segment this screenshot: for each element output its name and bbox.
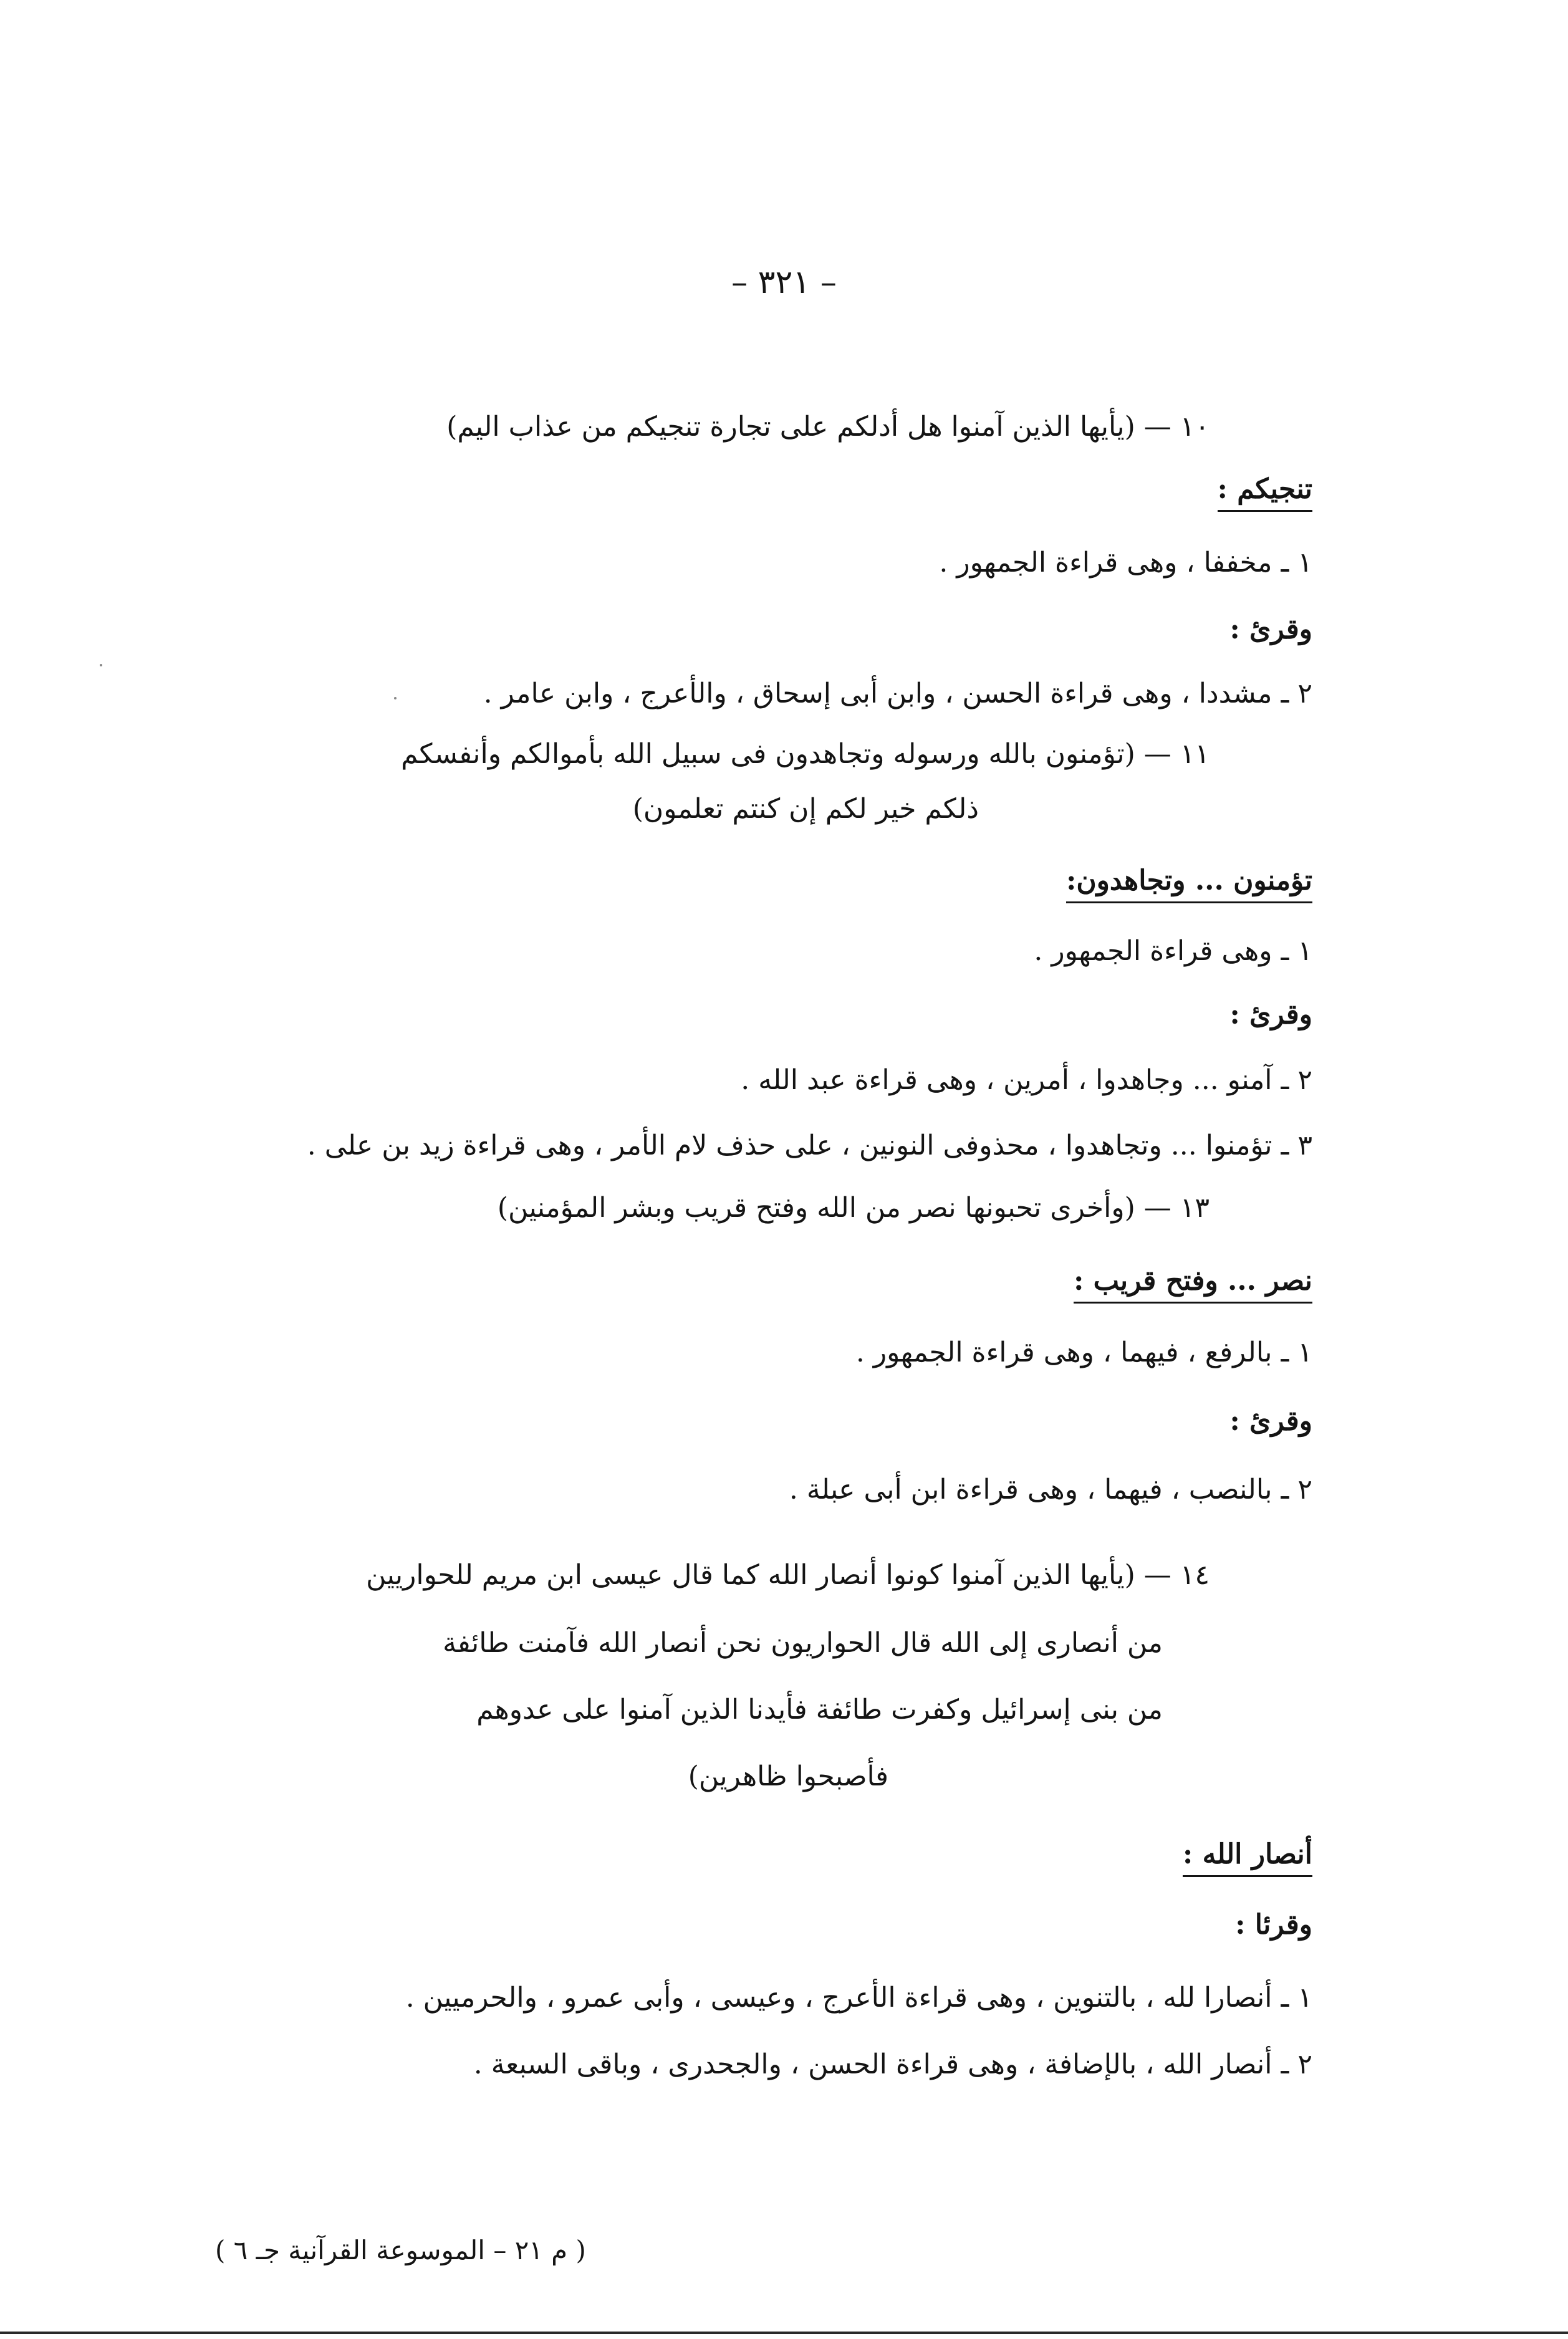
heading-tuminun: تؤمنون ... وتجاهدون: (1066, 865, 1312, 903)
qurie-label-1: وقرئ : (1229, 613, 1312, 645)
verse-10: ١٠ — (يأيها الذين آمنوا هل أدلكم على تجارة تنجيكم من عذاب اليم) (446, 411, 1210, 443)
reading-4b: ٢ ـ أنصار الله ، بالإضافة ، وهى قراءة الحسن ، والجحدرى ، وباقى السبعة . (473, 2048, 1312, 2080)
scan-bottom-edge (0, 2332, 1568, 2334)
verse-11-line-2: ذلكم خير لكم إن كنتم تعلمون) (632, 793, 979, 825)
verse-14-line-1: ١٤ — (يأيها الذين آمنوا كونوا أنصار الله كما قال عيسى ابن مريم للحواريين (366, 1559, 1210, 1591)
reading-2a: ١ ـ وهى قراءة الجمهور . (1034, 935, 1312, 967)
verse-14-line-2: من أنصارى إلى الله قال الحواريون نحن أنصار الله فآمنت طائفة (443, 1627, 1163, 1659)
reading-2c: ٣ ـ تؤمنوا ... وتجاهدوا ، محذوفى النونين ، على حذف لام الأمر ، وهى قراءة زيد بن على . (307, 1130, 1312, 1161)
heading-ansar: أنصار الله : (1183, 1838, 1312, 1877)
reading-3b: ٢ ـ بالنصب ، فيهما ، وهى قراءة ابن أبى عبلة . (789, 1474, 1312, 1506)
scan-speck (100, 664, 102, 666)
reading-1a: ١ ـ مخففا ، وهى قراءة الجمهور . (939, 547, 1312, 579)
qurie-label-4: وقرئا : (1235, 1909, 1312, 1941)
footer-citation: ( م ٢١ – الموسوعة القرآنية جـ ٦ ) (215, 2235, 586, 2265)
verse-14-line-3: من بنى إسرائيل وكفرت طائفة فأيدنا الذين آمنوا على عدوهم (476, 1694, 1163, 1726)
scan-speck (394, 697, 397, 699)
reading-1b: ٢ ـ مشددا ، وهى قراءة الحسن ، وابن أبى إسحاق ، والأعرج ، وابن عامر . (483, 678, 1312, 709)
heading-nasr: نصر ... وفتح قريب : (1074, 1265, 1312, 1304)
verse-13: ١٣ — (وأخرى تحبونها نصر من الله وفتح قريب وبشر المؤمنين) (497, 1192, 1210, 1224)
qurie-label-3: وقرئ : (1229, 1405, 1312, 1437)
verse-14-line-4: فأصبحوا ظاهرين) (688, 1760, 888, 1792)
reading-2b: ٢ ـ آمنو ... وجاهدوا ، أمرين ، وهى قراءة عبد الله . (741, 1064, 1312, 1096)
page-number: – ٣٢١ – (731, 264, 837, 301)
reading-4a: ١ ـ أنصارا لله ، بالتنوين ، وهى قراءة الأعرج ، وعيسى ، وأبى عمرو ، والحرميين . (405, 1982, 1312, 2014)
qurie-label-2: وقرئ : (1229, 999, 1312, 1030)
reading-3a: ١ ـ بالرفع ، فيهما ، وهى قراءة الجمهور . (855, 1337, 1312, 1368)
heading-tunjikum: تنجيكم : (1218, 473, 1312, 512)
verse-11-line-1: ١١ — (تؤمنون بالله ورسوله وتجاهدون فى سبيل الله بأموالكم وأنفسكم (401, 738, 1210, 770)
